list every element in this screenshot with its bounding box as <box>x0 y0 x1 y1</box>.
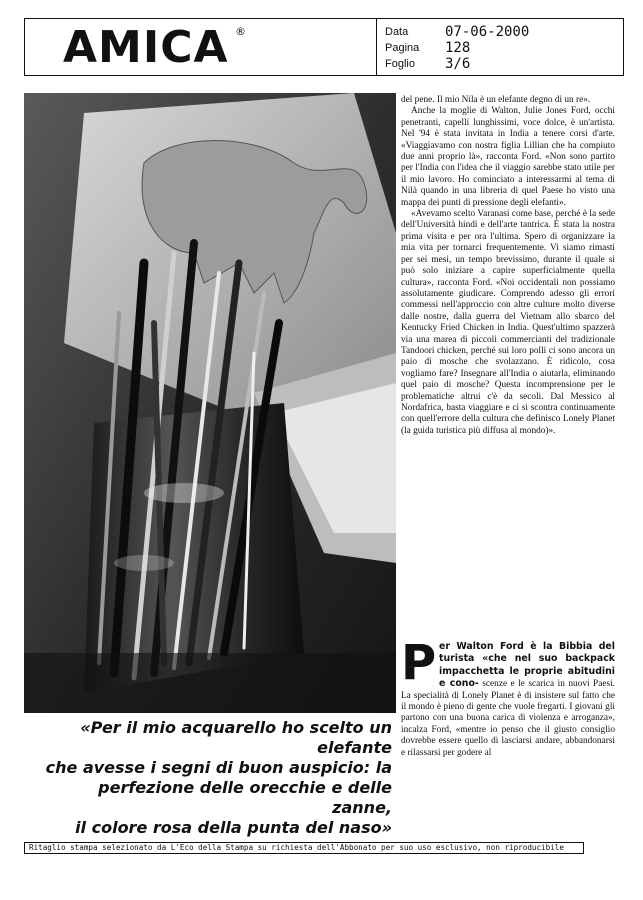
article-column <box>401 95 615 437</box>
photo-illustration <box>24 93 396 713</box>
photo-brushes-elephant <box>24 93 396 713</box>
pull-quote-line-4: il colore rosa della punta del naso» <box>75 818 392 837</box>
pull-quote-line-3: perfezione delle orecchie e delle zanne, <box>98 778 392 817</box>
pagina-label: Pagina <box>385 42 420 54</box>
pull-quote-line-2: che avesse i segni di buon auspicio: la <box>45 758 392 777</box>
meta-row-pagina <box>385 40 620 56</box>
masthead-box <box>24 18 624 76</box>
meta-row-foglio <box>385 56 620 72</box>
publication-meta <box>385 24 620 72</box>
drop-cap: P <box>401 635 437 691</box>
foglio-label: Foglio <box>385 58 415 70</box>
box-body: scenze e le scarica in nuovi Paesi. La specialità di Lonely Planet è di insistere sul fatto che il mondo è pieno di gente che vuole fregarti. I giovani gli partono con una buona carica di violenza e arroganza», incalza Ford, «mentre io penso che il giusto consiglio dovrebbe essere quello di lasciarsi andare, abbandonarsi e rilassarsi per godere al <box>401 679 615 758</box>
pull-quote-line-1: «Per il mio acquarello ho scelto un elefante <box>80 718 392 757</box>
foglio-value: 3/6 <box>445 56 471 72</box>
pull-quote <box>36 718 392 838</box>
box-lead: er Walton Ford è la Bibbia del turista «che nel suo backpack impacchetta le proprie abitudini e cono- <box>439 641 615 690</box>
pagina-value: 128 <box>445 40 471 56</box>
data-label: Data <box>385 26 409 38</box>
magazine-logo: AMICA <box>63 22 229 73</box>
article-paragraph: del pene. Il mio Nila è un elefante degno di un re». <box>401 95 591 105</box>
data-value: 07-06-2000 <box>445 24 530 40</box>
press-clipping-notice: Ritaglio stampa selezionato da L'Eco della Stampa su richiesta dell'Abbonato per suo uso esclusivo, non riproducibile <box>24 842 584 854</box>
registered-mark: ® <box>235 25 246 38</box>
meta-row-data <box>385 24 620 40</box>
article-paragraph: Anche la moglie di Walton, Julie Jones Ford, occhi penetranti, capelli lunghissimi, voce dolce, è un'artista. Nel '94 è stata invitata in India a tenere corsi d'arte. «Viaggiavamo con nostra figlia Lillian che ha compiuto due anni proprio là», racconta Ford. «Non sono partito per l'India con l'idea che il viaggio sarebbe stato utile per il mio lavoro. Ho cominciato a interessarmi al tema di Nilà quando in una libreria di quel Paese ho visto una mappa dei punti di pressione degli elefanti». <box>401 106 615 208</box>
logo-cell <box>25 19 377 75</box>
sidebar-box <box>401 635 615 759</box>
article-paragraph: «Avevamo scelto Varanasi come base, perché è la sede dell'Università hindi e dell'arte tantrica. È stata la nostra prima visita e per ora l'ultima. Spero di organizzare la mia vita per tornarci frequentemente. Vi siamo rimasti per sei mesi, un tempo brevissimo, durante il quale si può solo iniziare a capire superficialmente quella cultura», racconta Ford. «Noi occidentali non possiamo assolutamente giudicare. Comprendo adesso gli errori commessi nell'approccio con altre culture molto diverse dalle nostre, dalla guerra del Vietnam allo sbarco del Kentucky Fried Chicken in India. Quest'ultimo spazzerà via una marea di piccoli commercianti del tradizionale Tandoori chicken, perché sui loro polli ci sono ancora un paio di mosche che svolazzano. È ridicolo, cosa vogliamo fare? Insegnare all'India o aiutarla, eliminando quel paio di mosche? Questa incomprensione per le problematiche altrui c'è da secoli. Dal Messico al Nordafrica, basta viaggiare e ci si scontra continuamente con quell'errore della cultura che definisco Lonely Planet (la guida turistica più diffusa al mondo)». <box>401 209 615 436</box>
